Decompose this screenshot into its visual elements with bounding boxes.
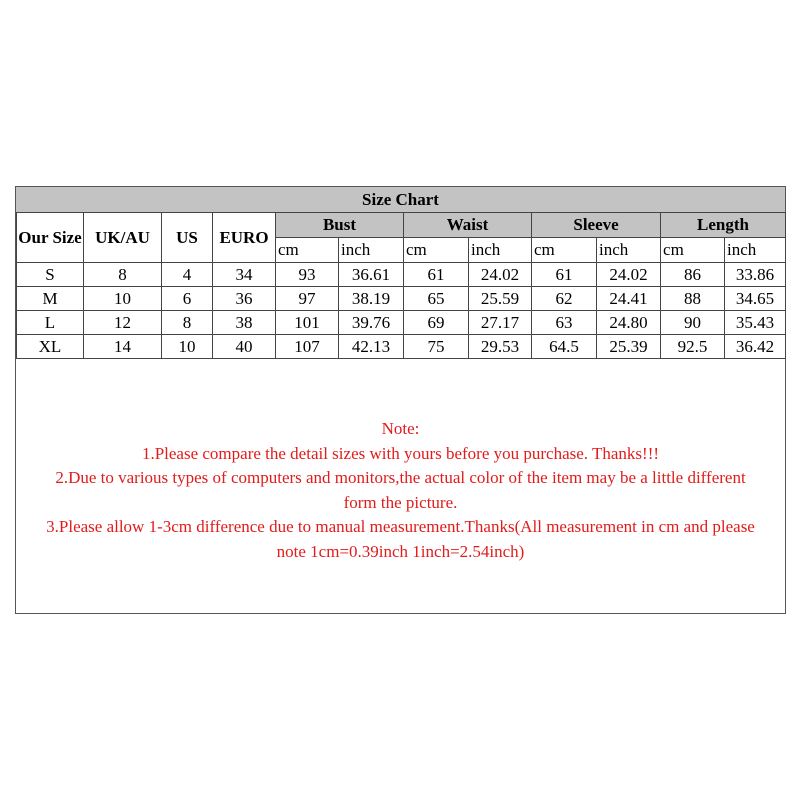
- cell-sleeve-cm: 61: [532, 263, 597, 287]
- table-row: [17, 287, 786, 311]
- cell-waist-cm: 75: [404, 335, 469, 359]
- cell-us: 8: [162, 311, 213, 335]
- note-line-2-cont: form the picture.: [343, 492, 458, 512]
- cell-length-cm: 88: [661, 287, 725, 311]
- cell-bust-cm: 101: [276, 311, 339, 335]
- cell-uk-au: 12: [84, 311, 162, 335]
- cell-length-cm: 86: [661, 263, 725, 287]
- cell-bust-inch: 42.13: [339, 335, 404, 359]
- unit-length-inch: inch: [725, 238, 786, 263]
- table-row: [17, 335, 786, 359]
- note-line-1: 1.Please compare the detail sizes with yours before you purchase. Thanks!!!: [141, 443, 660, 463]
- note-line-3: 3.Please allow 1-3cm difference due to manual measurement.Thanks(All measurement in cm and please: [46, 517, 755, 536]
- cell-length-inch: 33.86: [725, 263, 786, 287]
- unit-waist-cm: cm: [404, 238, 469, 263]
- unit-bust-inch: inch: [339, 238, 404, 263]
- cell-euro: 36: [213, 287, 276, 311]
- cell-length-inch: 34.65: [725, 287, 786, 311]
- cell-bust-inch: 39.76: [339, 311, 404, 335]
- cell-euro: 40: [213, 335, 276, 359]
- cell-sleeve-cm: 64.5: [532, 335, 597, 359]
- cell-size: M: [17, 287, 84, 311]
- cell-bust-cm: 93: [276, 263, 339, 287]
- cell-sleeve-inch: 24.02: [597, 263, 661, 287]
- size-chart: [15, 186, 786, 614]
- cell-sleeve-inch: 25.39: [597, 335, 661, 359]
- cell-sleeve-cm: 63: [532, 311, 597, 335]
- size-table: [16, 212, 786, 359]
- cell-euro: 38: [213, 311, 276, 335]
- header-us: US: [162, 213, 213, 263]
- header-our-size: Our Size: [17, 213, 84, 263]
- header-bust: Bust: [276, 213, 404, 238]
- note-block: [16, 417, 785, 564]
- cell-us: 10: [162, 335, 213, 359]
- cell-bust-inch: 36.61: [339, 263, 404, 287]
- cell-length-cm: 92.5: [661, 335, 725, 359]
- cell-sleeve-inch: 24.41: [597, 287, 661, 311]
- header-length: Length: [661, 213, 786, 238]
- unit-bust-cm: cm: [276, 238, 339, 263]
- cell-waist-cm: 65: [404, 287, 469, 311]
- cell-size: L: [17, 311, 84, 335]
- header-sleeve: Sleeve: [532, 213, 661, 238]
- cell-sleeve-cm: 62: [532, 287, 597, 311]
- header-row-1: [17, 213, 786, 238]
- cell-bust-cm: 107: [276, 335, 339, 359]
- cell-sleeve-inch: 24.80: [597, 311, 661, 335]
- unit-length-cm: cm: [661, 238, 725, 263]
- cell-waist-inch: 29.53: [469, 335, 532, 359]
- cell-uk-au: 10: [84, 287, 162, 311]
- cell-length-inch: 35.43: [725, 311, 786, 335]
- header-euro: EURO: [213, 213, 276, 263]
- cell-size: S: [17, 263, 84, 287]
- cell-size: XL: [17, 335, 84, 359]
- table-row: [17, 263, 786, 287]
- cell-us: 4: [162, 263, 213, 287]
- cell-waist-inch: 24.02: [469, 263, 532, 287]
- note-heading: Note:: [381, 419, 420, 438]
- size-chart-title: Size Chart: [16, 187, 785, 213]
- note-line-3-cont: note 1cm=0.39inch 1inch=2.54inch): [276, 541, 525, 561]
- cell-us: 6: [162, 287, 213, 311]
- cell-waist-inch: 25.59: [469, 287, 532, 311]
- unit-sleeve-inch: inch: [597, 238, 661, 263]
- table-row: [17, 311, 786, 335]
- cell-uk-au: 8: [84, 263, 162, 287]
- cell-length-cm: 90: [661, 311, 725, 335]
- cell-waist-cm: 61: [404, 263, 469, 287]
- cell-length-inch: 36.42: [725, 335, 786, 359]
- note-line-2: 2.Due to various types of computers and monitors,the actual color of the item may be a little different: [55, 468, 746, 487]
- cell-waist-inch: 27.17: [469, 311, 532, 335]
- cell-waist-cm: 69: [404, 311, 469, 335]
- header-uk-au: UK/AU: [84, 213, 162, 263]
- cell-euro: 34: [213, 263, 276, 287]
- unit-sleeve-cm: cm: [532, 238, 597, 263]
- header-waist: Waist: [404, 213, 532, 238]
- cell-bust-inch: 38.19: [339, 287, 404, 311]
- cell-bust-cm: 97: [276, 287, 339, 311]
- cell-uk-au: 14: [84, 335, 162, 359]
- unit-waist-inch: inch: [469, 238, 532, 263]
